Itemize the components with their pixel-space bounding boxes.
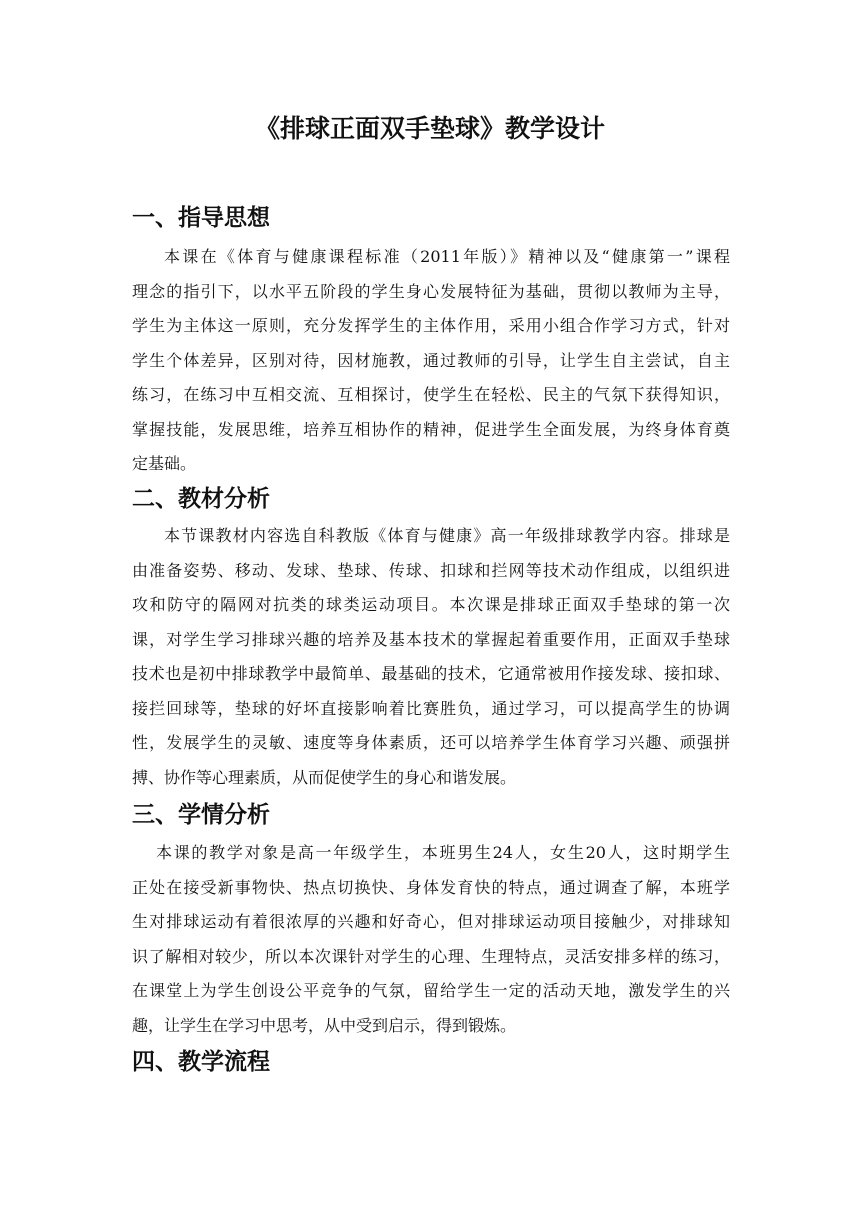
paragraph-line: 接拦回球等，垫球的好坏直接影响着比赛胜负，通过学习，可以提高学生的协调: [132, 698, 730, 718]
paragraph-line: 课，对学生学习排球兴趣的培养及基本技术的掌握起着重要作用，正面双手垫球: [132, 629, 730, 649]
section-heading-learning-situation: 三、学情分析: [132, 802, 270, 828]
paragraph-line: 技术也是初中排球教学中最简单、最基础的技术，它通常被用作接发球、接扣球、: [132, 664, 730, 683]
section-paragraph-guiding-ideology: [132, 240, 730, 482]
document-title: 《排球正面双手垫球》教学设计: [254, 114, 605, 143]
paragraph-line: 搏、协作等心理素质，从而促使学生的身心和谐发展。: [132, 767, 517, 787]
paragraph-line: 攻和防守的隔网对抗类的球类运动项目。本次课是排球正面双手垫球的第一次: [132, 595, 730, 614]
paragraph-line: 本节课教材内容选自科教版《体育与健康》高一年级排球教学内容。排球是: [164, 526, 730, 545]
paragraph-line: 学生个体差异，区别对待，因材施教，通过教师的引导，让学生自主尝试，自主: [132, 350, 730, 370]
paragraph-line: 由准备姿势、移动、发球、垫球、传球、扣球和拦网等技术动作组成，以组织进: [132, 560, 730, 580]
paragraph-line: 定基础。: [132, 454, 197, 473]
section-heading-guiding-ideology: 一、指导思想: [132, 205, 270, 231]
paragraph-line: 正处在接受新事物快、热点切换快、身体发育快的特点，通过调查了解，本班学: [132, 877, 730, 897]
paragraph-line: 本课的教学对象是高一年级学生，本班男生24人，女生20人，这时期学生: [156, 843, 730, 862]
paragraph-line: 掌握技能，发展思维，培养互相协作的精神，促进学生全面发展，为终身体育奠: [132, 419, 730, 439]
section-paragraph-learning-situation: [132, 836, 730, 1043]
section-paragraph-material-analysis: [132, 519, 730, 795]
paragraph-line: 趣，让学生在学习中思考，从中受到启示，得到锻炼。: [132, 1015, 517, 1035]
paragraph-line: 性，发展学生的灵敏、速度等身体素质，还可以培养学生体育学习兴趣、顽强拼: [132, 733, 730, 752]
paragraph-line: 练习，在练习中互相交流、互相探讨，使学生在轻松、民主的气氛下获得知识，: [132, 385, 730, 404]
paragraph-line: 在课堂上为学生创设公平竞争的气氛，留给学生一定的活动天地，激发学生的兴: [132, 981, 730, 1000]
paragraph-line: 学生为主体这一原则，充分发挥学生的主体作用，采用小组合作学习方式，针对: [132, 316, 730, 335]
paragraph-line: 生对排球运动有着很浓厚的兴趣和好奇心，但对排球运动项目接触少，对排球知: [132, 912, 730, 931]
section-heading-teaching-process: 四、教学流程: [132, 1049, 270, 1075]
paragraph-line: 识了解相对较少，所以本次课针对学生的心理、生理特点，灵活安排多样的练习，: [132, 946, 730, 966]
paragraph-line: 本课在《体育与健康课程标准（2011年版）》精神以及“健康第一”课程: [164, 247, 730, 266]
paragraph-line: 理念的指引下，以水平五阶段的学生身心发展特征为基础，贯彻以教师为主导，: [132, 281, 730, 301]
section-heading-material-analysis: 二、教材分析: [132, 486, 270, 512]
